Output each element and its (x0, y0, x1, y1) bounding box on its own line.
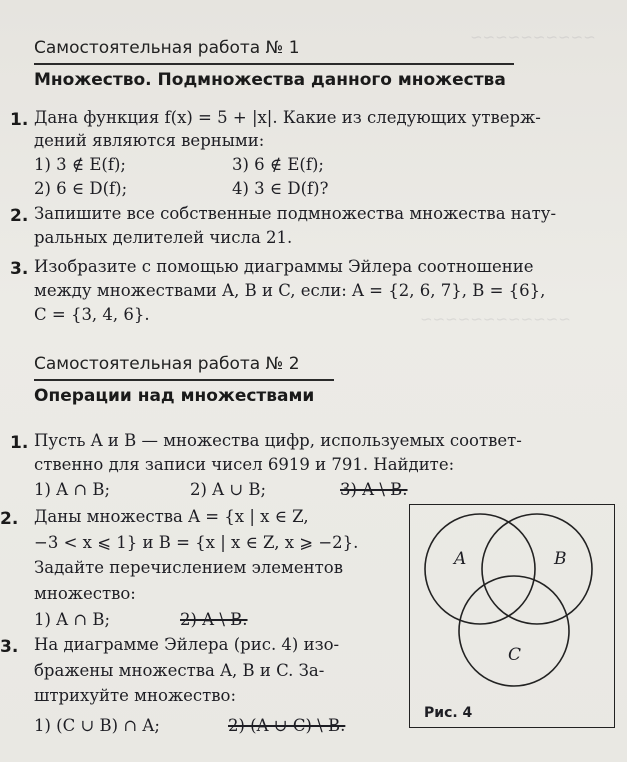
task-line: Дана функция f(x) = 5 + |x|. Какие из следующих утверж- (34, 108, 541, 127)
euler-diagram-figure (409, 504, 615, 728)
task-line: ственно для записи чисел 6919 и 791. Найдите: (34, 455, 455, 474)
answer-option: 1) 3 ∉ E(f); (34, 155, 126, 174)
show-through-text: ~~~~~~~~~~~~ (420, 310, 571, 328)
answer-option: 1) A ∩ B; (34, 610, 111, 629)
task-line: ральных делителей числа 21. (34, 228, 293, 247)
work2-subtitle: Операции над множествами (34, 386, 315, 406)
task-line: Даны множества A = {x | x ∈ Z, (34, 507, 309, 526)
task-number: 1. (10, 110, 29, 130)
show-through-text: ~~~~~~~~~~ (470, 28, 596, 46)
struck-answer-option: 2) A \ B. (180, 610, 248, 629)
task-line: Запишите все собственные подмножества множества нату- (34, 204, 557, 223)
set-c-circle (459, 576, 569, 686)
task-line: бражены множества A, B и C. За- (34, 661, 325, 680)
task-number: 1. (10, 433, 29, 453)
task-line: На диаграмме Эйлера (рис. 4) изо- (34, 635, 340, 654)
set-a-circle (425, 514, 535, 624)
set-c-label: C (508, 645, 522, 665)
figure-caption: Рис. 4 (424, 705, 473, 721)
title-rule (34, 379, 334, 381)
title-rule (34, 63, 514, 65)
answer-option: 1) (C ∪ B) ∩ A; (34, 716, 160, 735)
task-line: множество: (34, 584, 136, 603)
task-line: штрихуйте множество: (34, 686, 237, 705)
answer-option: 2) 6 ∈ D(f); (34, 179, 128, 198)
task-number: 3. (10, 259, 29, 279)
task-line: Задайте перечислением элементов (34, 558, 344, 577)
task-number: 2. (10, 206, 29, 226)
task-line: −3 < x ⩽ 1} и B = {x | x ∈ Z, x ⩾ −2}. (34, 533, 359, 552)
answer-option: 1) A ∩ B; (34, 480, 111, 499)
work2-title: Самостоятельная работа № 2 (34, 354, 300, 374)
answer-option: 2) A ∪ B; (190, 480, 267, 499)
answer-option: 3) 6 ∉ E(f); (232, 155, 324, 174)
struck-answer-option: 3) A \ B. (340, 480, 408, 499)
set-b-label: B (554, 549, 567, 569)
struck-answer-option: 2) (A ∪ C) \ B. (228, 716, 346, 735)
task-line: C = {3, 4, 6}. (34, 305, 150, 324)
answer-option: 4) 3 ∈ D(f)? (232, 179, 329, 198)
task-line: между множествами A, B и C, если: A = {2, 6, 7}, B = {6}, (34, 281, 546, 300)
task-number: 3. (0, 637, 19, 657)
task-line: Пусть A и B — множества цифр, используемых соответ- (34, 431, 522, 450)
task-line: дений являются верными: (34, 131, 265, 150)
work1-subtitle: Множество. Подмножества данного множества (34, 70, 506, 90)
set-a-label: A (454, 549, 467, 569)
task-line: Изобразите с помощью диаграммы Эйлера соотношение (34, 257, 534, 276)
task-number: 2. (0, 509, 19, 529)
work1-title: Самостоятельная работа № 1 (34, 38, 300, 58)
euler-diagram (410, 505, 614, 727)
set-b-circle (482, 514, 592, 624)
